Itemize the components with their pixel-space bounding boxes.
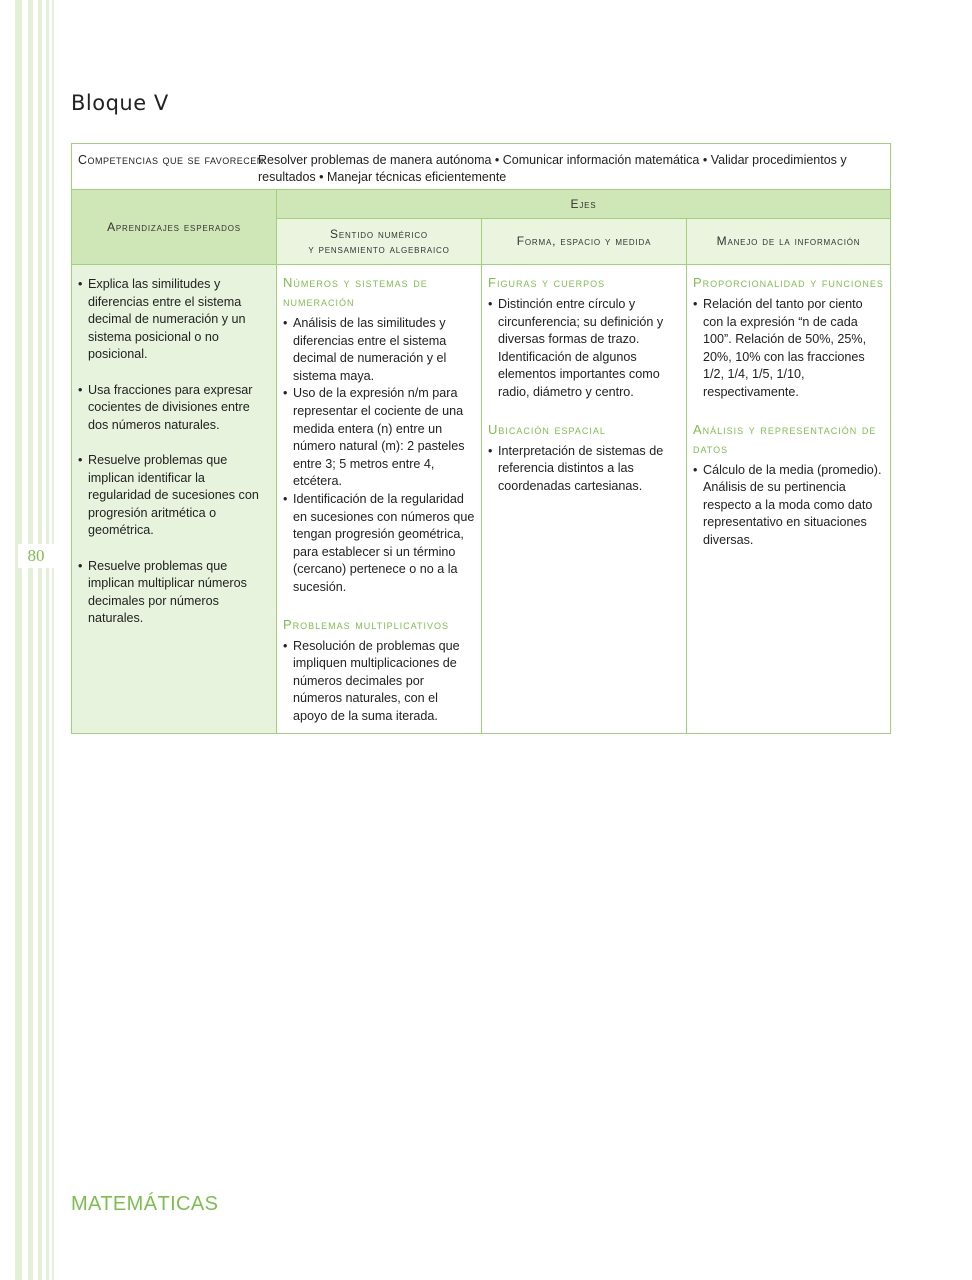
page-number: 80 (18, 544, 54, 568)
manejo-column (686, 264, 891, 734)
axis-header-line: Manejo de la información (716, 234, 861, 248)
list-item: • Identificación de la regularidad en sucesiones con números que tengan progresión geométrica, para establecer si un término (cercano) pertenece o no a la sucesión. (283, 491, 475, 597)
block-title: Bloque V (71, 91, 169, 115)
section-list (693, 462, 884, 550)
list-item: • Análisis de las similitudes y diferencias entre el sistema decimal de numeración y el sistema maya. (283, 315, 475, 385)
section-list (488, 296, 680, 402)
list-item: • Explica las similitudes y diferencias entre el sistema decimal de numeración y un sistema posicional o no posicional. (78, 276, 270, 364)
aprendizajes-column (71, 264, 277, 734)
axis-header-manejo (686, 218, 891, 265)
list-item: • Resolución de problemas que impliquen multiplicaciones de números decimales por números naturales, con el apoyo de la suma iterada. (283, 638, 475, 726)
aprendizajes-list (78, 276, 270, 628)
section-title: Números y sistemas de numeración (283, 275, 428, 309)
list-item: • Relación del tanto por ciento con la expresión “n de cada 100”. Relación de 50%, 25%, 20%, 10% con las fracciones 1/2, 1/4, 1/5, 1/10, respectivamente. (693, 296, 884, 402)
axis-header-forma (481, 218, 687, 265)
section-title: Ubicación espacial (488, 421, 606, 437)
section-title: Análisis y representación de datos (693, 421, 877, 456)
list-item: • Interpretación de sistemas de referencia distintos a las coordenadas cartesianas. (488, 443, 680, 496)
curriculum-table (71, 143, 891, 734)
list-item: • Resuelve problemas que implican identificar la regularidad de sucesiones con progresión aritmética o geométrica. (78, 452, 270, 540)
axis-header-sentido (276, 218, 482, 265)
section-list (693, 296, 884, 402)
section-list (283, 315, 475, 597)
sentido-column (276, 264, 482, 734)
list-item: • Usa fracciones para expresar cocientes de divisiones entre dos números naturales. (78, 382, 270, 435)
section-title: Problemas multiplicativos (283, 616, 449, 632)
list-item: • Resuelve problemas que implican multiplicar números decimales por números naturales. (78, 558, 270, 628)
margin-stripe (38, 0, 42, 1280)
axis-header-line: Sentido numérico (330, 226, 428, 241)
competencias-text: Resolver problemas de manera autónoma • Comunicar información matemática • Validar procedimientos y resultados • Manejar técnicas eficientemente (258, 153, 847, 184)
list-item: • Uso de la expresión n/m para representar el cociente de una medida entera (n) entre un número natural (m): 2 pasteles entre 3; 5 metros entre 4, etcétera. (283, 385, 475, 491)
margin-stripe (15, 0, 22, 1280)
margin-stripe (28, 0, 33, 1280)
competencias-row (71, 143, 891, 190)
section-list (488, 443, 680, 496)
list-item: • Cálculo de la media (promedio). Análisis de su pertinencia respecto a la moda como dato representativo en situaciones diversas. (693, 462, 884, 550)
margin-stripe (46, 0, 49, 1280)
section-list (283, 638, 475, 726)
aprendizajes-header: Aprendizajes esperados (71, 189, 277, 265)
forma-column (481, 264, 687, 734)
competencias-label: Competencias que se favorecen: (78, 153, 268, 167)
ejes-header: Ejes (276, 189, 891, 219)
list-item: • Distinción entre círculo y circunferencia; su definición y diversas formas de trazo. Identificación de algunos elementos importantes como radio, diámetro y centro. (488, 296, 680, 402)
footer-subject: MATEMÁTICAS (71, 1193, 219, 1215)
axis-header-line: Forma, espacio y medida (516, 234, 652, 248)
margin-stripe (52, 0, 54, 1280)
axis-header-line: y pensamiento algebraico (308, 241, 450, 256)
section-title: Proporcionalidad y funciones (693, 275, 884, 290)
section-title: Figuras y cuerpos (488, 275, 606, 290)
